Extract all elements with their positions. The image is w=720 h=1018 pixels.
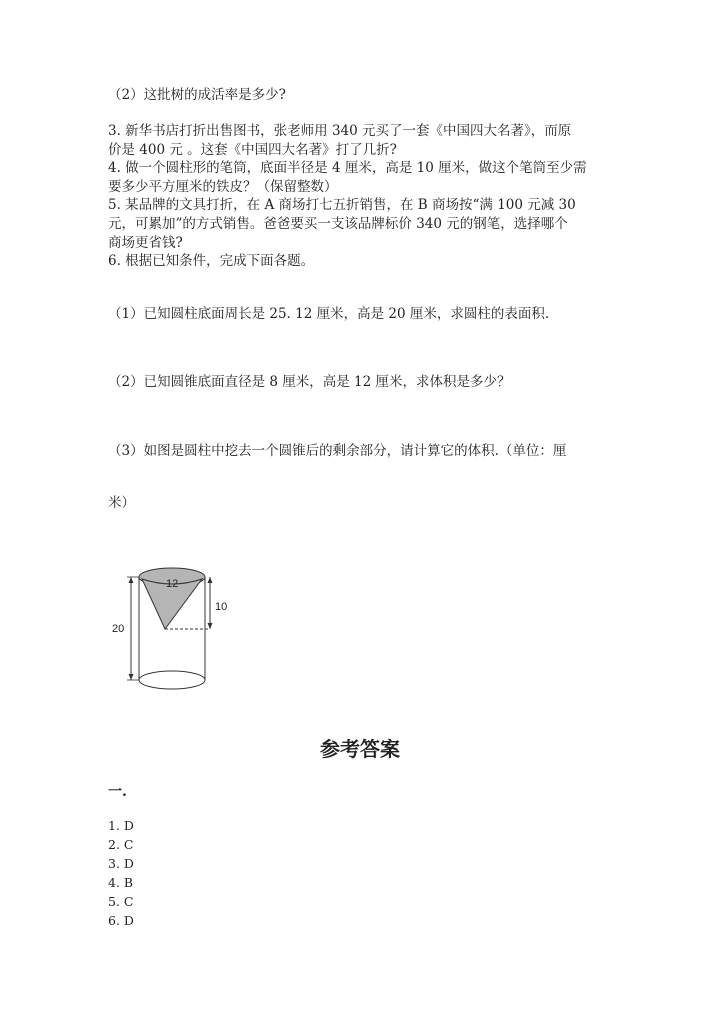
answer-list: [108, 816, 134, 930]
answer-section-heading: 一.: [108, 784, 127, 800]
answer-item: 1. D: [108, 818, 134, 833]
arrow-up-icon: [129, 577, 134, 583]
answer-item: 6. D: [108, 913, 134, 928]
answer-item: 5. C: [108, 894, 134, 909]
answer-item: 2. C: [108, 837, 134, 852]
question-3-line-1: 3. 新华书店打折出售图书，张老师用 340 元买了一套《中国四大名著》，而原: [108, 123, 572, 139]
cone-height-label: 10: [215, 601, 228, 613]
cylinder-bottom-ellipse: [139, 671, 205, 689]
answer-key-title: 参考答案: [320, 737, 400, 761]
arrow-up-icon: [208, 577, 213, 583]
question-4-line-1: 4. 做一个圆柱形的笔筒，底面半径是 4 厘米，高是 10 厘米，做这个笔筒至少需: [108, 160, 587, 177]
answer-item: 3. D: [108, 856, 134, 871]
question-6-part-2: （2）已知圆锥底面直径是 8 厘米，高是 12 厘米，求体积是多少？: [108, 374, 511, 390]
cylinder-height-label: 20: [112, 623, 125, 635]
question-6-part-3-line-1: （3）如图是圆柱中挖去一个圆锥后的剩余部分，请计算它的体积.（单位：厘: [108, 443, 567, 459]
question-6-part-3-line-2: 米）: [108, 495, 135, 511]
answer-item: 4. B: [108, 875, 134, 890]
question-2-part-2: （2）这批树的成活率是多少?: [108, 87, 286, 103]
question-5-line-2: 元，可累加”的方式销售。爸爸要买一支该品牌标价 340 元的钢笔，选择哪个: [108, 215, 568, 232]
question-6: 6. 根据已知条件，完成下面各题。: [108, 253, 315, 270]
question-4-line-2: 要多少平方厘米的铁皮？（保留整数）: [108, 178, 338, 195]
question-6-part-1: （1）已知圆柱底面周长是 25. 12 厘米，高是 20 厘米，求圆柱的表面积.: [108, 306, 550, 322]
arrow-down-icon: [129, 674, 134, 680]
diameter-label: 12: [166, 578, 179, 590]
questions-3-to-6: [108, 122, 613, 271]
question-3-line-2: 价是 400 元 。这套《中国四大名著》打了几折?: [108, 141, 397, 158]
question-5-line-1: 5. 某品牌的文具打折，在 A 商场打七五折销售，在 B 商场按“满 100 元减 30: [108, 197, 576, 214]
question-5-line-3: 商场更省钱?: [108, 234, 183, 251]
cylinder-cone-figure: [100, 558, 240, 698]
arrow-down-icon: [208, 623, 213, 629]
